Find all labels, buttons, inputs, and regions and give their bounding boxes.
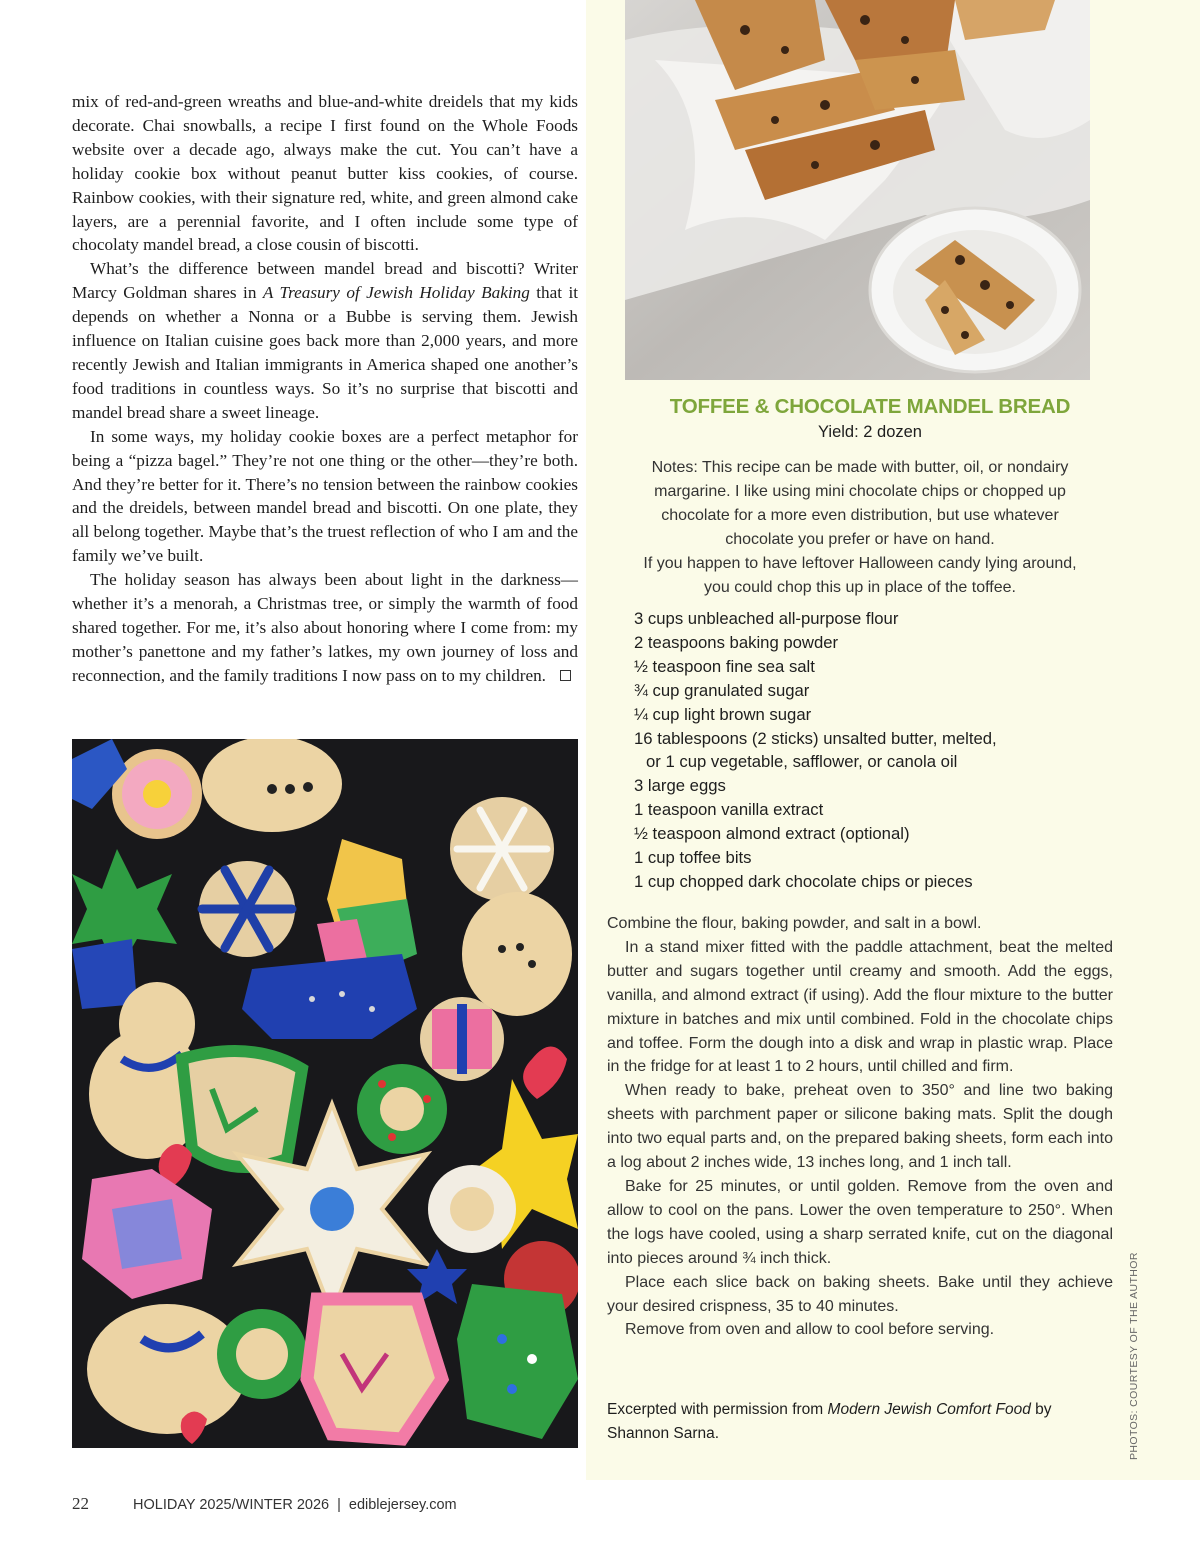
mandel-bread-photo <box>625 0 1090 380</box>
notes-line: If you happen to have leftover Halloween candy lying around, <box>643 555 1077 572</box>
page-footer <box>72 1494 457 1514</box>
decorated-cookies-illustration <box>72 739 578 1448</box>
recipe-notes <box>604 456 1116 600</box>
page-number: 22 <box>72 1494 89 1513</box>
notes-line: you could chop this up in place of the toffee. <box>704 579 1016 596</box>
ingredient-item: 1 cup chopped dark chocolate chips or pieces <box>634 871 973 891</box>
ingredient-item: 16 tablespoons (2 sticks) unsalted butter, melted, <box>634 728 997 748</box>
direction-step: Combine the flour, baking powder, and salt in a bowl. <box>607 915 982 932</box>
direction-step: In a stand mixer fitted with the paddle attachment, beat the melted butter and sugars together until creamy and smooth. Add the eggs, vanilla, and almond extract (if using). Add the flour mixture to the butter mixture in batches and mix until combined. Fold in the chocolate chips and toffee. Form the dough into a disk and wrap in plastic wrap. Place in the fridge for at least 1 to 2 hours, until chilled and firm. <box>607 938 1113 1076</box>
article-paragraph: In some ways, my holiday cookie boxes are a perfect metaphor for being a “pizza bagel.” They’re not one thing or the other—they’re both. And they’re better for it. There’s no tension between the rainbow cookies and the dreidels, between mandel bread and biscotti. On one plate, they all belong together. Maybe that’s the truest reflection of who I am and the family we’ve built. <box>72 426 578 566</box>
credit-text: Excerpted with permission from <box>607 1401 828 1418</box>
credit-text: by Shannon Sarna. <box>607 1401 1052 1442</box>
article-text: that it depends on whether a Nonna or a Bubbe is serving them. Jewish influence on Italian cuisine goes back more than 2,000 years, and more recently Jewish and Italian immigrants in America shaped one another’s food traditions in countless ways. So it’s no surprise that biscotti and mandel bread share a sweet lineage. <box>72 283 578 422</box>
direction-step: When ready to bake, preheat oven to 350° and line two baking sheets with parchment paper or silicone baking mats. Split the dough into two equal parts and, on the prepared baking sheets, form each into a log about 2 inches wide, 13 inches long, and 1 inch tall. <box>607 1082 1113 1172</box>
ingredients-list <box>634 607 1114 894</box>
ingredient-item: ½ teaspoon fine sea salt <box>634 656 815 676</box>
ingredient-item: ¼ cup light brown sugar <box>634 704 812 724</box>
ingredient-item: 3 cups unbleached all-purpose flour <box>634 609 899 628</box>
ingredient-item: or 1 cup vegetable, safflower, or canola oil <box>646 752 958 772</box>
direction-step: Place each slice back on baking sheets. Bake until they achieve your desired crispness, 35 to 40 minutes. <box>607 1273 1113 1315</box>
recipe-yield: Yield: 2 dozen <box>818 423 922 441</box>
notes-line: margarine. I like using mini chocolate chips or chopped up <box>654 483 1066 500</box>
issue-label: HOLIDAY 2025/WINTER 2026 <box>133 1497 330 1513</box>
recipe-title: TOFFEE & CHOCOLATE MANDEL BREAD <box>669 395 1071 418</box>
excerpt-credit <box>607 1398 1113 1445</box>
article-text: The holiday season has always been about light in the darkness—whether it’s a menorah, a Christmas tree, or simply the warmth of food shared together. For me, it’s also about honoring where I come from: my mother’s panettone and my father’s latkes, my own journey of loss and reconnection, and the family traditions I now pass on to my children. <box>72 570 578 685</box>
book-title: A Treasury of Jewish Holiday Baking <box>262 283 530 303</box>
article-paragraph <box>72 257 578 424</box>
ingredient-item: 3 large eggs <box>634 776 726 796</box>
footer-separator: | <box>337 1497 341 1513</box>
notes-line: chocolate for a more even distribution, but use whatever <box>661 507 1059 524</box>
notes-line: Notes: This recipe can be made with butter, oil, or nondairy <box>651 459 1069 476</box>
end-mark-icon <box>560 670 571 681</box>
article-text: What’s the difference between mandel bread and biscotti? Writer Marcy Goldman shares in <box>72 259 578 303</box>
ingredient-item: 2 teaspoons baking powder <box>634 632 839 652</box>
direction-step: Remove from oven and allow to cool before serving. <box>625 1321 995 1339</box>
recipe-directions <box>607 912 1113 1342</box>
ingredient-item: ¾ cup granulated sugar <box>634 680 810 700</box>
article-body <box>72 90 578 688</box>
decorated-cookies-photo <box>72 739 578 1448</box>
ingredient-item: ½ teaspoon almond extract (optional) <box>634 824 910 844</box>
ingredient-item: 1 cup toffee bits <box>634 848 752 868</box>
photo-credit: PHOTOS: COURTESY OF THE AUTHOR <box>1128 1252 1140 1460</box>
book-title: Modern Jewish Comfort Food <box>827 1401 1031 1418</box>
direction-step: Bake for 25 minutes, or until golden. Remove from the oven and allow to cool on the pans. Lower the oven temperature to 250°. When the logs have cooled, using a sharp serrated knife, cut on the diagonal into pieces around ¾ inch thick. <box>607 1177 1113 1267</box>
mandel-bread-illustration <box>625 0 1090 380</box>
ingredient-item: 1 teaspoon vanilla extract <box>634 800 824 820</box>
notes-line: chocolate you prefer or have on hand. <box>725 531 995 548</box>
article-paragraph <box>72 568 578 688</box>
site-link[interactable]: ediblejersey.com <box>348 1497 457 1513</box>
article-paragraph: mix of red-and-green wreaths and blue-and-white dreidels that my kids decorate. Chai snowballs, a recipe I first found on the Whole Foods website over a decade ago, always make the cut. You can’t have a holiday cookie box without peanut butter kiss cookies, of course. Rainbow cookies, with their signature red, white, and green almond cake layers, are a perennial favorite, and I often include some type of chocolaty mandel bread, a close cousin of biscotti. <box>72 92 578 255</box>
